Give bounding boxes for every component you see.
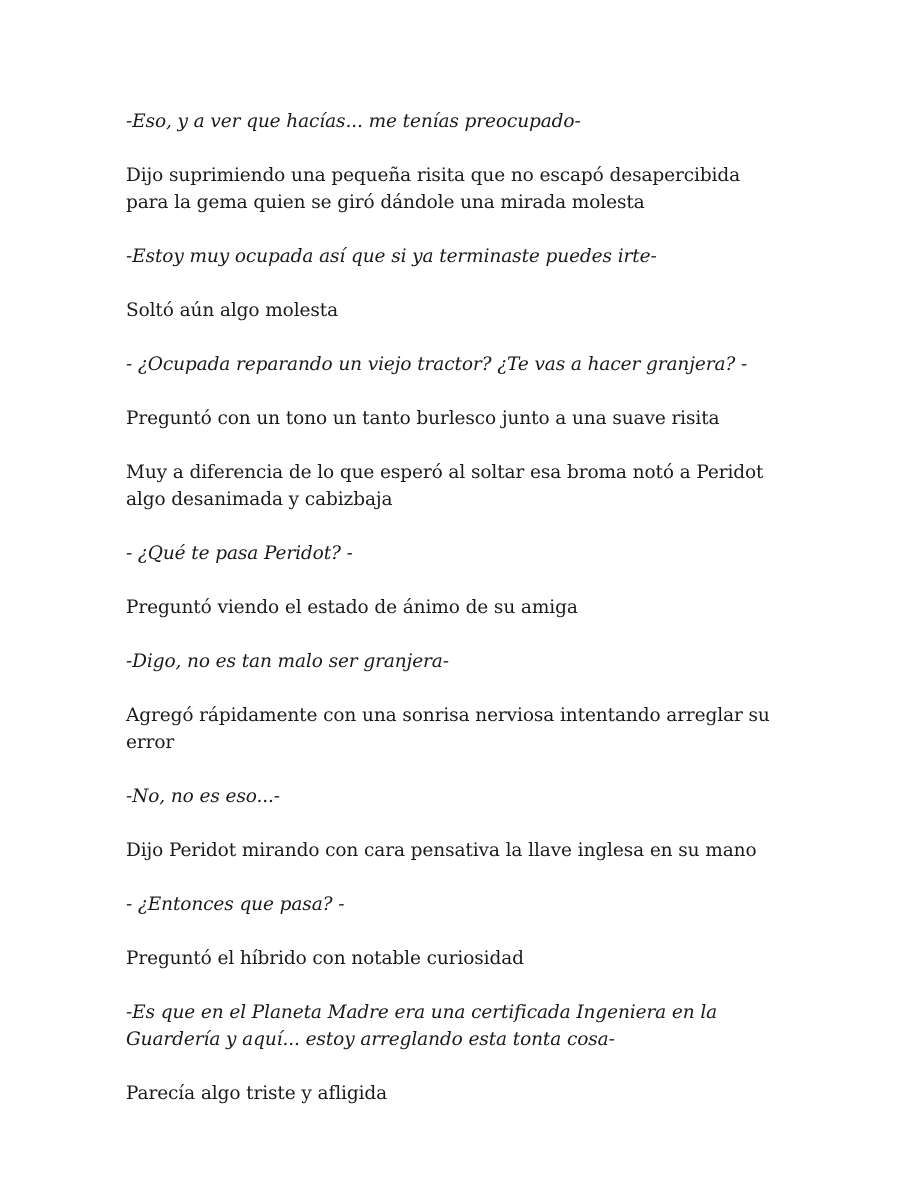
narration-paragraph: Dijo suprimiendo una pequeña risita que no escapó desapercibida para la gema quien se giró dándole una mirada molesta <box>126 165 741 213</box>
narration-paragraph: Preguntó viendo el estado de ánimo de su amiga <box>126 597 578 618</box>
dialogue-line: -No, no es eso...- <box>126 786 280 807</box>
dialogue-line: - ¿Entonces que pasa? - <box>126 894 345 915</box>
dialogue-line: -Digo, no es tan malo ser granjera- <box>126 651 449 672</box>
dialogue-line: -Estoy muy ocupada así que si ya terminaste puedes irte- <box>126 246 657 267</box>
narration-paragraph: Agregó rápidamente con una sonrisa nerviosa intentando arreglar su error <box>126 705 770 753</box>
dialogue-line: -Es que en el Planeta Madre era una certificada Ingeniera en la Guardería y aquí... estoy arreglando esta tonta cosa- <box>126 1002 718 1050</box>
narration-paragraph: Dijo Peridot mirando con cara pensativa la llave inglesa en su mano <box>126 840 757 861</box>
dialogue-line: -Eso, y a ver que hacías... me tenías preocupado- <box>126 111 581 132</box>
narration-paragraph: Preguntó con un tono un tanto burlesco junto a una suave risita <box>126 408 720 429</box>
narration-paragraph: Preguntó el híbrido con notable curiosidad <box>126 948 524 969</box>
narration-paragraph: Parecía algo triste y afligida <box>126 1083 388 1104</box>
dialogue-line: - ¿Qué te pasa Peridot? - <box>126 543 353 564</box>
narration-paragraph: Soltó aún algo molesta <box>126 300 339 321</box>
dialogue-line: - ¿Ocupada reparando un viejo tractor? ¿Te vas a hacer granjera? - <box>126 354 748 375</box>
narration-paragraph: Muy a diferencia de lo que esperó al soltar esa broma notó a Peridot algo desanimada y cabizbaja <box>126 462 764 510</box>
